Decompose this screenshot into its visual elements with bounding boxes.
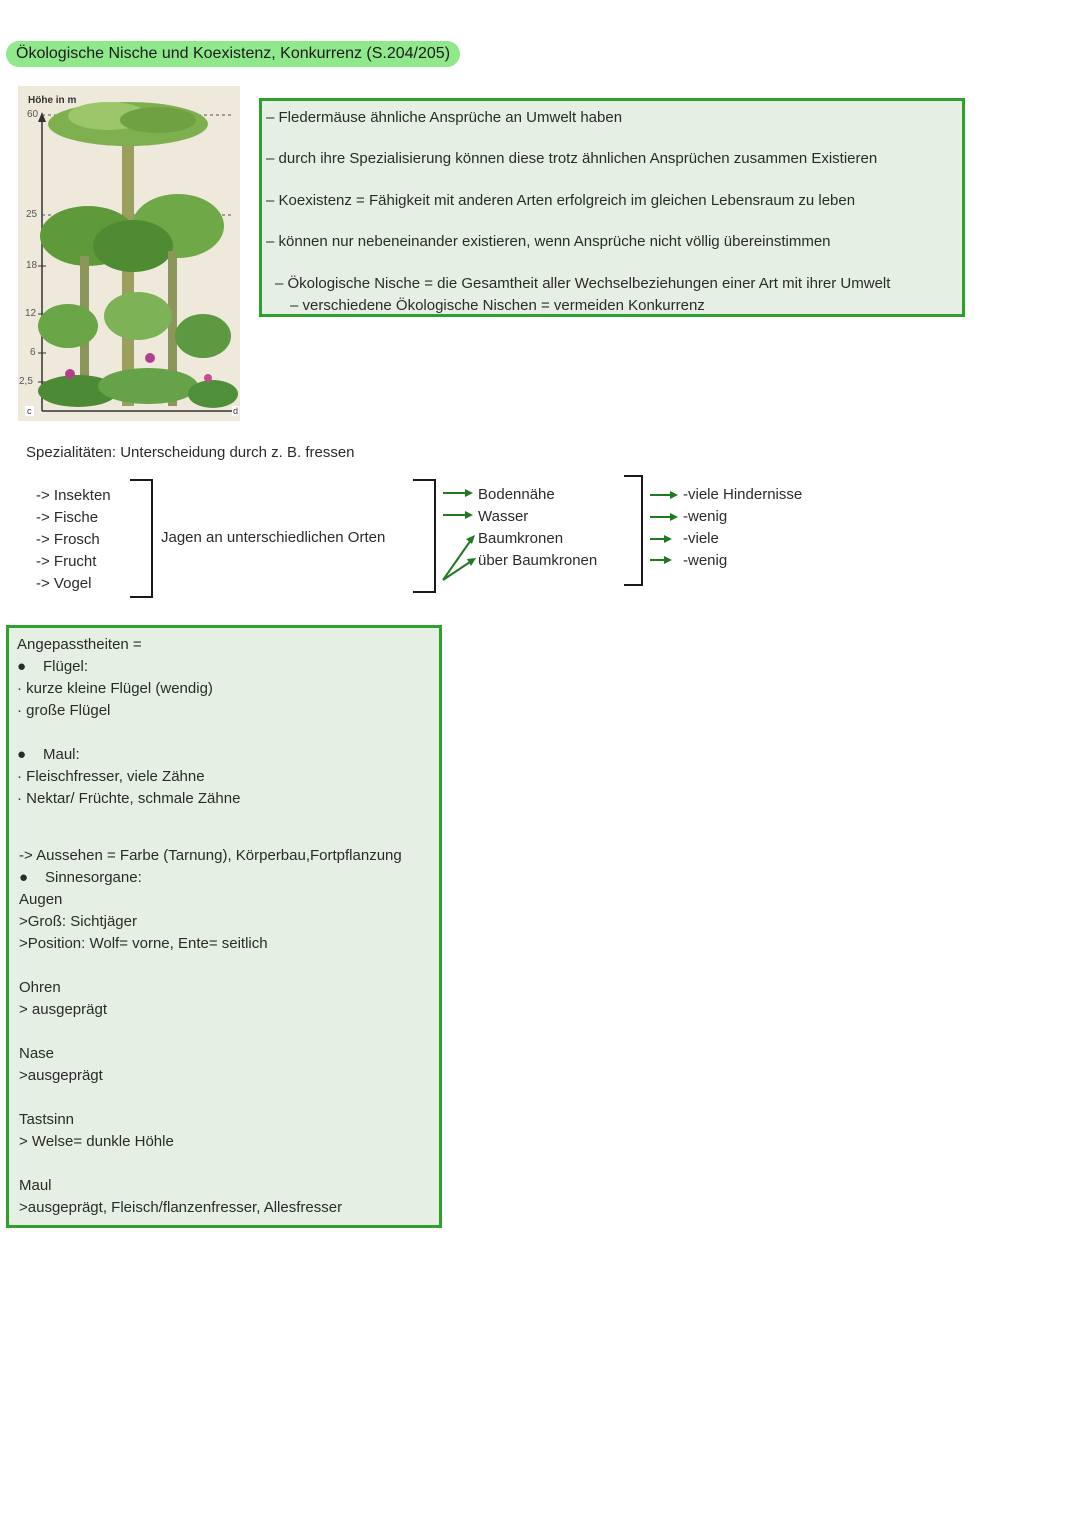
adapt-line: Augen [19, 891, 63, 908]
corner-label-d: d [233, 406, 239, 416]
obstacle-item: -viele Hindernisse [683, 486, 803, 503]
specialities-heading: Spezialitäten: Unterscheidung durch z. B. fressen [26, 444, 355, 461]
adapt-line: Angepasstheiten = [17, 636, 142, 653]
page-title: Ökologische Nische und Koexistenz, Konkurrenz (S.204/205) [6, 41, 460, 67]
info-box [259, 98, 965, 317]
food-item: -> Vogel [36, 575, 92, 592]
adapt-line: Sinnesorgane: [45, 869, 142, 886]
rainforest-layers-figure [18, 86, 240, 421]
place-item: Baumkronen [478, 530, 564, 547]
obstacle-item: -wenig [683, 552, 728, 569]
info-line: – durch ihre Spezialisierung können diese trotz ähnlichen Ansprüchen zusammen Existieren [266, 150, 878, 167]
adapt-line: · Fleischfresser, viele Zähne [17, 768, 205, 785]
adapt-line: -> Aussehen = Farbe (Tarnung), Körperbau,Fortpflanzung [19, 847, 402, 864]
info-line: – Fledermäuse ähnliche Ansprüche an Umwelt haben [266, 109, 623, 126]
tick-12: 12 [25, 308, 37, 319]
adapt-line: · große Flügel [17, 702, 111, 719]
info-line: – können nur nebeneinander existieren, wenn Ansprüche nicht völlig übereinstimmen [266, 233, 831, 250]
adapt-line: Tastsinn [19, 1111, 75, 1128]
rainforest-illustration [18, 86, 240, 421]
adaptations-box [6, 625, 442, 1228]
tick-25: 25 [26, 209, 38, 220]
adapt-line: > Welse= dunkle Höhle [19, 1133, 174, 1150]
place-item: Wasser [478, 508, 529, 525]
info-line: – Ökologische Nische = die Gesamtheit aller Wechselbeziehungen einer Art mit ihrer Umwelt [275, 275, 891, 292]
adapt-line: · kurze kleine Flügel (wendig) [17, 680, 213, 697]
info-line: – verschiedene Ökologische Nischen = vermeiden Konkurrenz [290, 297, 705, 314]
adapt-line: Maul: [43, 746, 80, 763]
food-item: -> Frucht [36, 553, 97, 570]
corner-label-c: c [27, 406, 32, 416]
adapt-line: > ausgeprägt [19, 1001, 107, 1018]
axis-label: Höhe in m [28, 95, 77, 106]
adapt-line: · Nektar/ Früchte, schmale Zähne [17, 790, 241, 807]
adapt-line: >ausgeprägt, Fleisch/flanzenfresser, Allesfresser [19, 1199, 343, 1216]
obstacle-item: -viele [683, 530, 719, 547]
adapt-line: >Groß: Sichtjäger [19, 913, 137, 930]
adapt-line: Maul [19, 1177, 52, 1194]
bullet-icon: ● [19, 869, 29, 886]
food-item: -> Fische [36, 509, 99, 526]
adapt-line: >Position: Wolf= vorne, Ente= seitlich [19, 935, 268, 952]
bullet-icon: ● [17, 746, 27, 763]
adapt-line: Nase [19, 1045, 55, 1062]
tick-18: 18 [26, 260, 38, 271]
place-item: Bodennähe [478, 486, 555, 503]
tick-60: 60 [27, 109, 39, 120]
bullet-icon: ● [17, 658, 27, 675]
obstacle-item: -wenig [683, 508, 728, 525]
hunting-note: Jagen an unterschiedlichen Orten [161, 529, 386, 546]
food-item: -> Frosch [36, 531, 100, 548]
adapt-line: Ohren [19, 979, 61, 996]
info-line: – Koexistenz = Fähigkeit mit anderen Arten erfolgreich im gleichen Lebensraum zu leben [266, 192, 856, 209]
food-item: -> Insekten [36, 487, 111, 504]
adapt-line: Flügel: [43, 658, 89, 675]
place-item: über Baumkronen [478, 552, 598, 569]
adapt-line: >ausgeprägt [19, 1067, 103, 1084]
tick-6: 6 [30, 347, 36, 358]
tick-2-5: 2,5 [19, 376, 33, 387]
